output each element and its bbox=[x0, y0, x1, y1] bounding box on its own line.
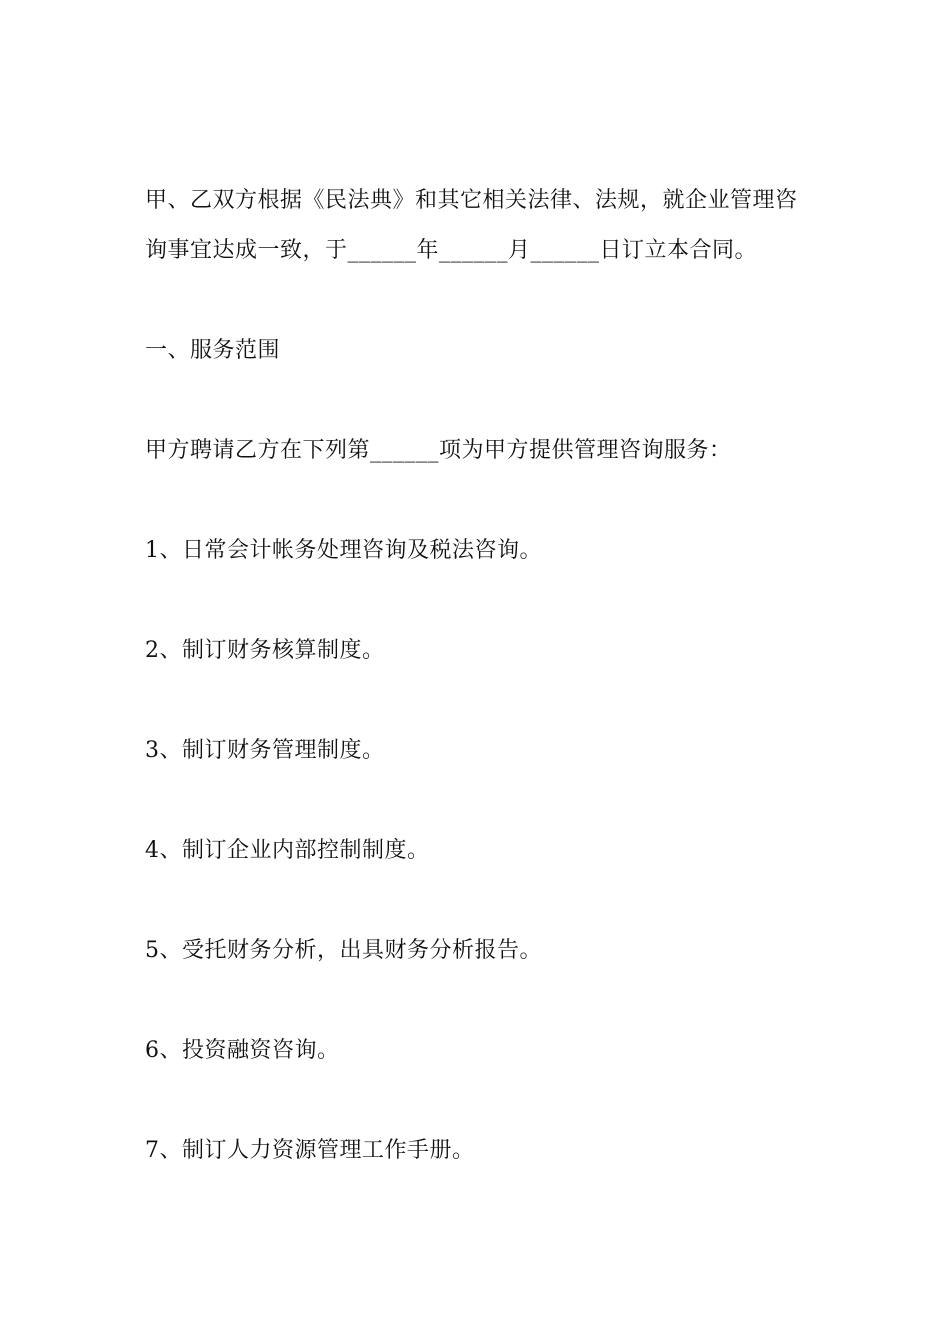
service-item-6: 6、投资融资咨询。 bbox=[145, 1038, 340, 1063]
service-item-7: 7、制订人力资源管理工作手册。 bbox=[145, 1138, 475, 1163]
section-title: 一、服务范围 bbox=[145, 338, 281, 363]
scope-statement: 甲方聘请乙方在下列第______项为甲方提供管理咨询服务： bbox=[145, 438, 732, 463]
service-item-3: 3、制订财务管理制度。 bbox=[145, 738, 385, 763]
service-item-2: 2、制订财务核算制度。 bbox=[145, 638, 385, 663]
intro-paragraph-line-1: 甲、乙双方根据《民法典》和其它相关法律、法规，就企业管理咨 bbox=[145, 188, 798, 213]
service-item-1: 1、日常会计帐务处理咨询及税法咨询。 bbox=[145, 538, 542, 563]
service-item-5: 5、受托财务分析，出具财务分析报告。 bbox=[145, 938, 542, 963]
intro-paragraph-line-2: 询事宜达成一致，于______年______月______日订立本合同。 bbox=[145, 238, 758, 263]
service-item-4: 4、制订企业内部控制制度。 bbox=[145, 838, 430, 863]
